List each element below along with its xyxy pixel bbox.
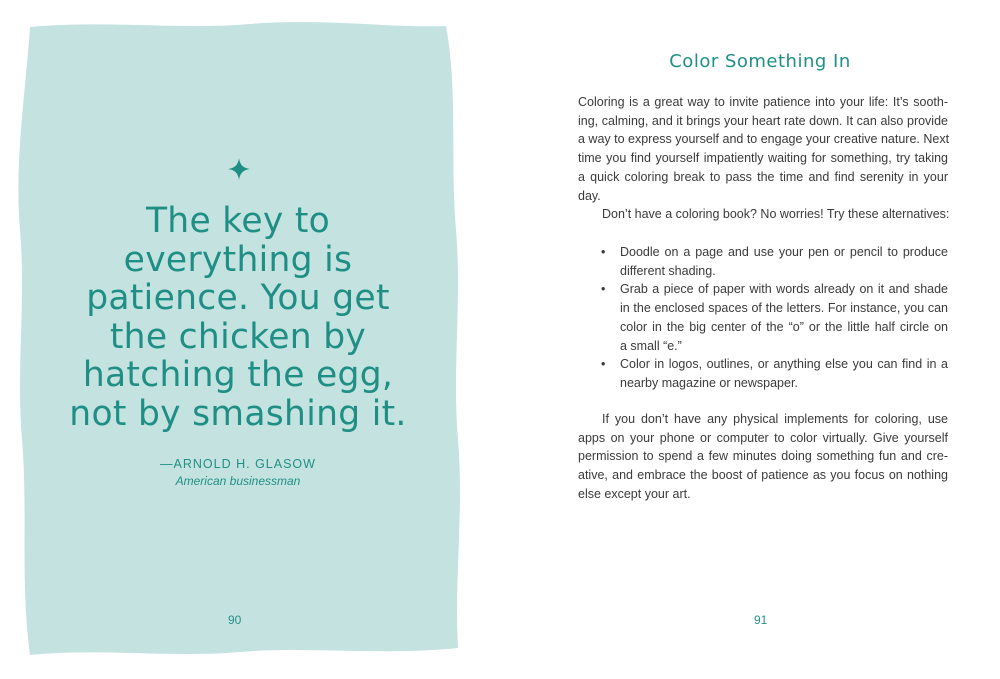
text-line: different shading.: [620, 263, 716, 278]
text-line: ing, calming, and it brings your heart rate down. It can also provide: [578, 113, 948, 128]
text-line: Coloring is a great way to invite patience into your life: It’s sooth-: [578, 95, 948, 109]
paragraph-alternatives: [578, 205, 948, 224]
four-point-star-icon: [228, 158, 250, 180]
text-line: time you find yourself impatiently waiting for something, try taking: [578, 151, 948, 166]
text-line: day.: [578, 188, 601, 203]
paragraph-intro: [578, 93, 948, 205]
text-line: permission to spend a few minutes doing something fun and cre-: [578, 449, 948, 464]
quote-line: hatching the egg,: [82, 355, 394, 395]
quote-line: everything is: [123, 239, 353, 280]
quote-block: [34, 0, 442, 679]
list-item: [578, 280, 948, 355]
text-line: Don’t have a coloring book? No worries! Try these alternatives:: [602, 207, 950, 221]
list-item: [578, 243, 948, 280]
quote-line: The key to: [145, 201, 331, 241]
text-line: a small “e.”: [620, 338, 682, 353]
bullet-icon: •: [601, 245, 606, 259]
bullet-icon: •: [601, 282, 606, 297]
list-item: [578, 355, 948, 392]
text-line: If you don’t have any physical implements for coloring, use: [602, 412, 948, 426]
bullet-icon: •: [601, 357, 606, 372]
page-number-left: 90: [228, 613, 242, 627]
right-page: [520, 0, 1000, 679]
quote-author: —ARNOLD H. GLASOW: [160, 457, 316, 471]
text-line: Color in logos, outlines, or anything else you can find in a: [620, 357, 948, 372]
text-line: in the enclosed spaces of the letters. For instance, you can: [620, 301, 948, 316]
text-line: ative, and embrace the boost of patience as you focus on nothing: [578, 468, 948, 483]
left-page: [0, 0, 478, 679]
text-line: Grab a piece of paper with words already on it and shade: [620, 282, 948, 297]
section-title: Color Something In: [669, 51, 851, 72]
text-line: nearby magazine or newspaper.: [620, 375, 798, 390]
text-line: a way to express yourself and to engage your creative nature. Next: [578, 132, 950, 147]
text-line: a quick coloring break to pass the time and find serenity in your: [578, 169, 948, 184]
quote-line: not by smashing it.: [69, 393, 407, 434]
text-line: else except your art.: [578, 486, 691, 501]
quote-line: the chicken by: [109, 316, 367, 357]
quote-text: [34, 202, 442, 433]
text-line: apps on your phone or computer to color virtually. Give yourself: [578, 430, 948, 445]
text-line: Doodle on a page and use your pen or pencil to produce: [620, 245, 948, 259]
quote-line: patience. You get: [86, 278, 390, 318]
page-number-right: 91: [754, 613, 768, 627]
author-role: American businessman: [175, 474, 301, 488]
paragraph-digital: [578, 410, 948, 504]
text-line: color in the big center of the “o” or the little half circle on: [620, 319, 948, 334]
alternatives-list: [578, 243, 948, 393]
